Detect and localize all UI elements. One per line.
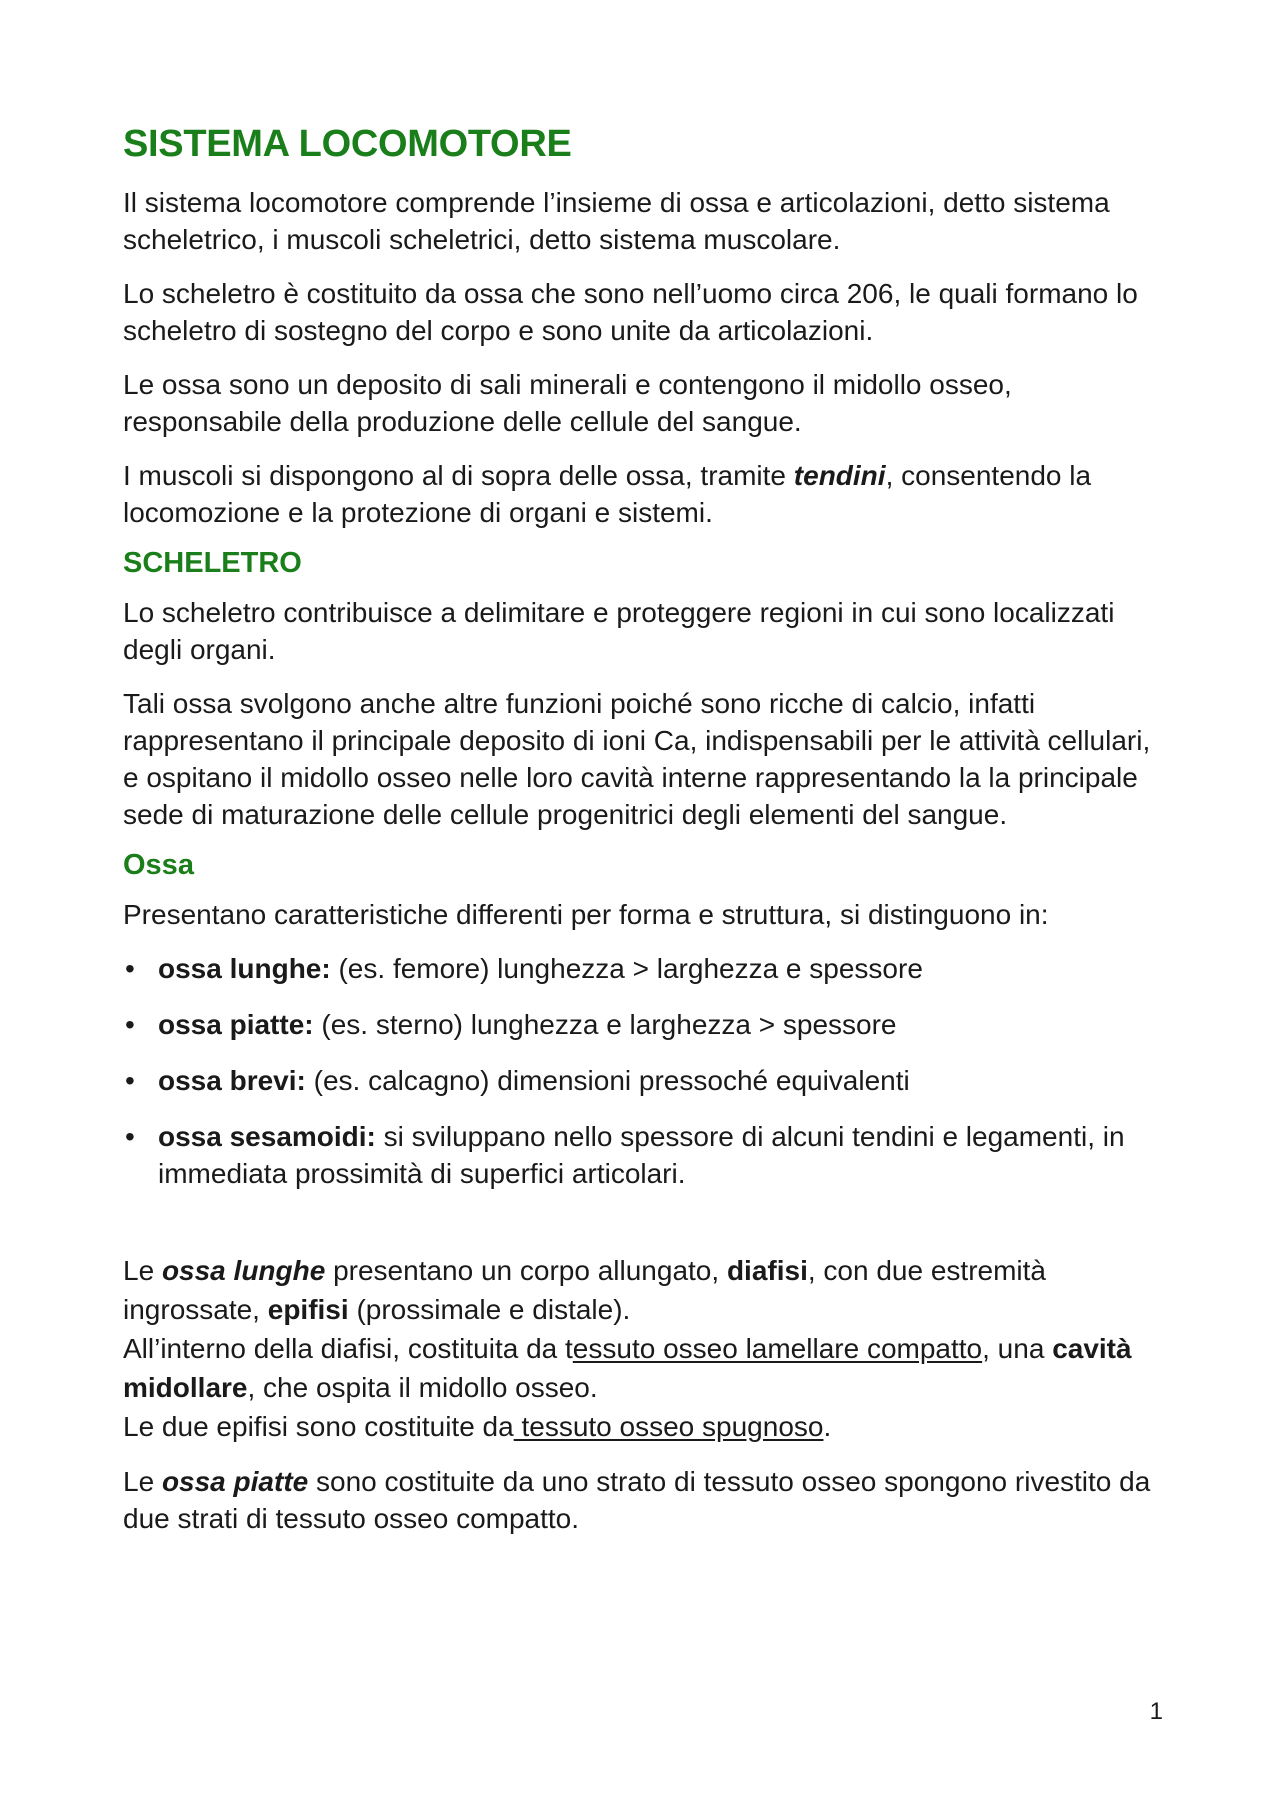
text-run: Le due epifisi sono costituite da (123, 1410, 514, 1442)
text-run: , una (982, 1332, 1053, 1364)
ossa-intro: Presentano caratteristiche differenti per forma e struttura, si distinguono in: (123, 898, 1049, 930)
page-number: 1 (1149, 1698, 1163, 1725)
scheletro-paragraph-1: Lo scheletro contribuisce a delimitare e proteggere regioni in cui sono localizzati degli organi. (123, 596, 1115, 665)
list-item (158, 1062, 1173, 1099)
list-term: ossa brevi: (158, 1064, 306, 1096)
intro-paragraph-2: Lo scheletro è costituito da ossa che sono nell’uomo circa 206, le quali formano lo scheletro di sostegno del corpo e sono unite da articolazioni. (123, 277, 1138, 346)
underlined-term: essuto osseo lamellare compatto (572, 1332, 983, 1364)
text-run: , con due estremità ingrossate, (123, 1254, 1046, 1325)
term-epifisi: epifisi (267, 1293, 349, 1325)
intro-paragraph-1: Il sistema locomotore comprende l’insieme di ossa e articolazioni, detto sistema scheletrico, i muscoli scheletrici, detto sistema muscolare. (123, 186, 1110, 255)
list-desc: (es. sterno) lunghezza e larghezza > spessore (313, 1008, 897, 1040)
term-cavita-midollare: cavità midollare (123, 1332, 1132, 1403)
spacer (123, 1211, 1173, 1251)
text-run: I muscoli si dispongono al di sopra delle ossa, tramite (123, 459, 794, 491)
section-heading-ossa: Ossa (123, 848, 194, 881)
ossa-lunghe-paragraph (123, 1251, 1173, 1446)
text-run: , che ospita il midollo osseo. (247, 1371, 598, 1403)
section-heading-scheletro: SCHELETRO (123, 546, 302, 579)
term-tendini: tendini (793, 459, 886, 491)
text-run: Le (123, 1254, 162, 1286)
text-run: (prossimale e distale). (348, 1293, 631, 1325)
list-term: ossa piatte: (158, 1008, 314, 1040)
list-term: ossa lunghe: (158, 952, 331, 984)
term-ossa-piatte: ossa piatte (161, 1465, 309, 1497)
intro-paragraph-4 (123, 457, 1173, 531)
underlined-term: tessuto osseo spugnoso (513, 1410, 824, 1442)
list-item (158, 1118, 1173, 1192)
text-run: Le (123, 1465, 162, 1497)
list-desc: (es. femore) lunghezza > larghezza e spessore (330, 952, 923, 984)
text-run: . (823, 1410, 832, 1442)
term-ossa-lunghe: ossa lunghe (161, 1254, 326, 1286)
text-run: sono costituite da uno strato di tessuto osseo spongono rivestito da due strati di tessuto osseo compatto. (123, 1465, 1151, 1534)
term-diafisi: diafisi (726, 1254, 808, 1286)
page-title: SISTEMA LOCOMOTORE (123, 123, 572, 165)
list-item (158, 950, 1173, 987)
intro-paragraph-3: Le ossa sono un deposito di sali minerali e contengono il midollo osseo, responsabile della produzione delle cellule del sangue. (123, 368, 1012, 437)
list-desc: (es. calcagno) dimensioni pressoché equivalenti (305, 1064, 910, 1096)
scheletro-paragraph-2: Tali ossa svolgono anche altre funzioni poiché sono ricche di calcio, infatti rappresentano il principale deposito di ioni Ca, indispensabili per le attività cellulari, e ospitano il midollo osseo nelle loro cavità interne rappresentando la la principale sede di maturazione delle cellule progenitrici degli elementi del sangue. (123, 687, 1151, 830)
list-item (158, 1006, 1173, 1043)
list-term: ossa sesamoidi: (158, 1120, 376, 1152)
text-run: , consentendo la locomozione e la protezione di organi e sistemi. (123, 459, 1092, 528)
bone-types-list (123, 950, 1173, 1192)
text-run: All’interno della diafisi, costituita da t (123, 1332, 573, 1364)
text-run: presentano un corpo allungato, (325, 1254, 727, 1286)
list-desc: si sviluppano nello spessore di alcuni tendini e legamenti, in immediata prossimità di superfici articolari. (158, 1120, 1125, 1189)
document-page (123, 124, 1173, 1554)
ossa-piatte-paragraph (123, 1463, 1173, 1537)
